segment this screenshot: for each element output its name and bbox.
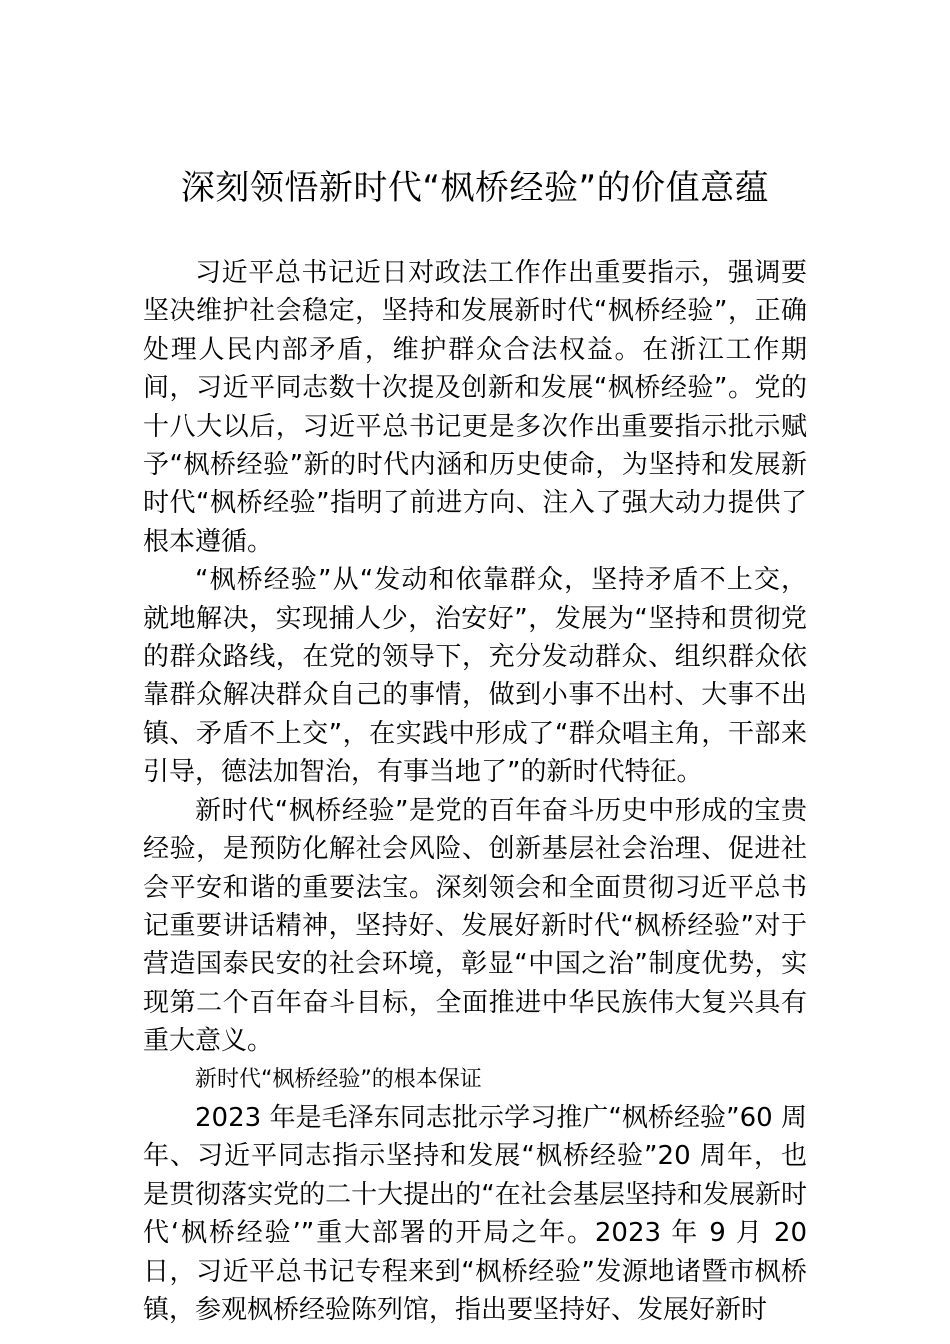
- section-subheading: 新时代“枫桥经验”的根本保证: [195, 1066, 482, 1092]
- paragraph-2: “枫桥经验”从“发动和依靠群众，坚持矛盾不上交，就地解决，实现捕人少，治安好”，发展为“坚持和贯彻党的群众路线，在党的领导下，充分发动群众、组织群众依靠群众解决群众自己的事情，做到小事不出村、大事不出镇、矛盾不上交”，在实践中形成了“群众唱主角，干部来引导，德法加智治，有事当地了”的新时代特征。: [143, 565, 807, 788]
- paragraph-1: 习近平总书记近日对政法工作作出重要指示，强调要坚决维护社会稳定，坚持和发展新时代“枫桥经验”，正确处理人民内部矛盾，维护群众合法权益。在浙江工作期间，习近平同志数十次提及创新和发展“枫桥经验”。党的十八大以后，习近平总书记更是多次作出重要指示批示赋予“枫桥经验”新的时代内涵和历史使命，为坚持和发展新时代“枫桥经验”指明了前进方向、注入了强大动力提供了根本遵循。: [143, 258, 807, 557]
- document-title: 深刻领悟新时代“枫桥经验”的价值意蕴: [180, 168, 770, 208]
- paragraph-3: 新时代“枫桥经验”是党的百年奋斗历史中形成的宝贵经验，是预防化解社会风险、创新基层社会治理、促进社会平安和谐的重要法宝。深刻领会和全面贯彻习近平总书记重要讲话精神，坚持好、发展好新时代“枫桥经验”对于营造国泰民安的社会环境，彰显“中国之治”制度优势，实现第二个百年奋斗目标，全面推进中华民族伟大复兴具有重大意义。: [143, 795, 807, 1057]
- paragraph-4: 2023 年是毛泽东同志批示学习推广“枫桥经验”60 周年、习近平同志指示坚持和发展“枫桥经验”20 周年，也是贯彻落实党的二十大提出的“在社会基层坚持和发展新时代‘枫桥经验’”重大部署的开局之年。2023 年 9 月 20 日，习近平总书记专程来到“枫桥经验”发源地诸暨市枫桥镇，参观枫桥经验陈列馆，指出要坚持好、发展好新时: [143, 1102, 807, 1325]
- document-body: [143, 254, 807, 1329]
